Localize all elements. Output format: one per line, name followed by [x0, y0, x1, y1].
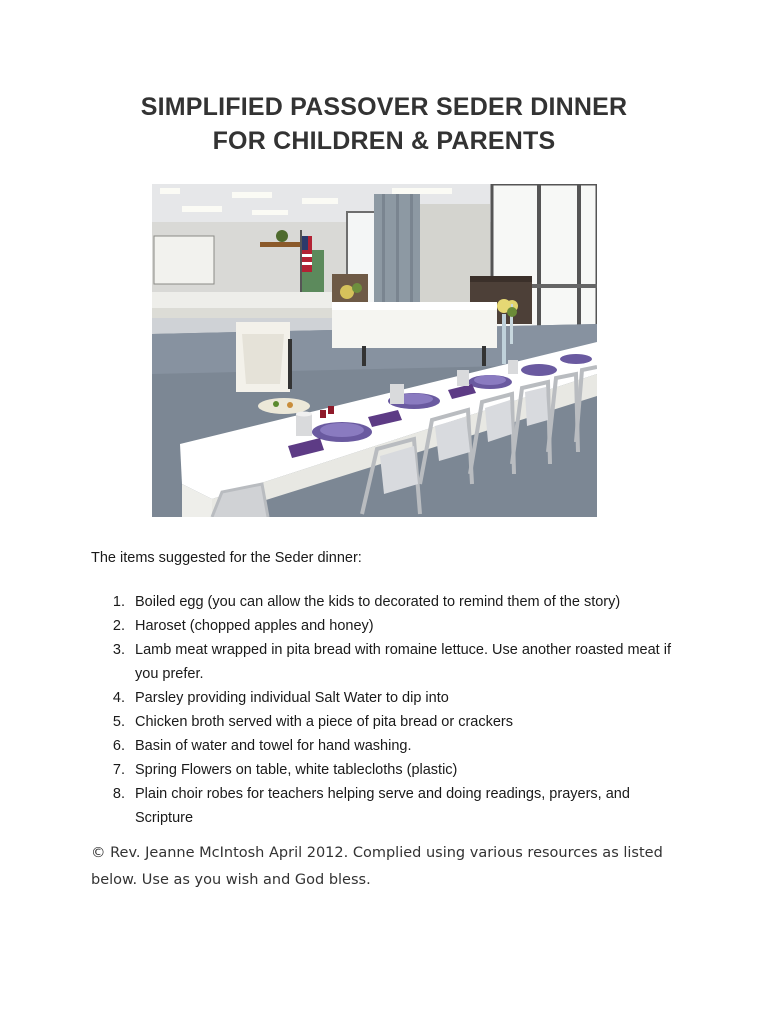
seder-items-list: [91, 590, 671, 830]
list-item-number: 4.: [112, 690, 125, 706]
list-item-number: 1.: [112, 594, 125, 610]
list-item: [91, 614, 671, 638]
list-item-number: 7.: [112, 762, 125, 778]
list-item: [91, 758, 671, 782]
list-item-number: 5.: [112, 714, 125, 730]
list-item-text: Boiled egg (you can allow the kids to decorated to remind them of the story): [135, 594, 621, 610]
items-intro: The items suggested for the Seder dinner:: [91, 550, 362, 566]
list-item-text: Basin of water and towel for hand washing.: [135, 738, 412, 754]
page-title: [0, 90, 768, 158]
list-item-number: 6.: [112, 738, 125, 754]
list-item-number: 8.: [112, 786, 125, 802]
list-item: [91, 734, 671, 758]
list-item-text: Chicken broth served with a piece of pita bread or crackers: [135, 714, 513, 730]
list-item-text: Spring Flowers on table, white tablecloths (plastic): [135, 762, 458, 778]
list-item-number: 3.: [112, 642, 125, 658]
list-item: [91, 686, 671, 710]
list-item-text: Plain choir robes for teachers helping serve and doing readings, prayers, and Scripture: [135, 786, 630, 826]
list-item-text: Lamb meat wrapped in pita bread with romaine lettuce. Use another roasted meat if you prefer.: [135, 642, 671, 682]
title-line-1: SIMPLIFIED PASSOVER SEDER DINNER: [140, 93, 628, 121]
list-item: [91, 782, 671, 830]
list-item: [91, 710, 671, 734]
list-item-text: Parsley providing individual Salt Water to dip into: [135, 690, 449, 706]
list-item-number: 2.: [112, 618, 125, 634]
list-item: [91, 590, 671, 614]
list-item-text: Haroset (chopped apples and honey): [135, 618, 374, 634]
seder-table-photo: [152, 184, 597, 517]
list-item: [91, 638, 671, 686]
copyright-note: © Rev. Jeanne McIntosh April 2012. Complied using various resources as listed below. Use as you wish and God bless.: [91, 845, 663, 888]
title-line-2: FOR CHILDREN & PARENTS: [212, 127, 556, 155]
